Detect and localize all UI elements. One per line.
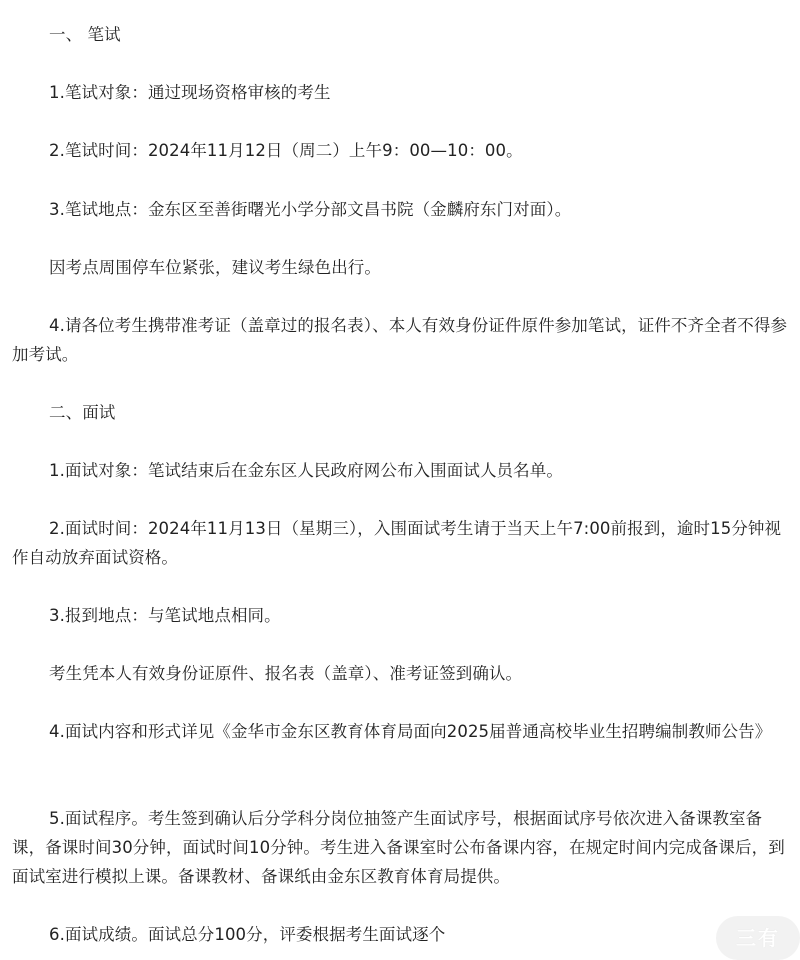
interview-checkin-documents: 考生凭本人有效身份证原件、报名表（盖章）、准考证签到确认。 bbox=[49, 664, 523, 683]
interview-time: 2.面试时间：2024年11月13日（星期三），入围面试考生请于当天上午7:00前报到，逾时15分钟视作自动放弃面试资格。 bbox=[12, 519, 782, 567]
interview-score: 6.面试成绩。面试总分100分，评委根据考生面试逐个 bbox=[49, 925, 446, 944]
written-exam-time: 2.笔试时间：2024年11月12日（周二）上午9：00—10：00。 bbox=[49, 141, 523, 160]
interview-content-format: 4.面试内容和形式详见《金华市金东区教育体育局面向2025届普通高校毕业生招聘编制教师公告》 bbox=[49, 722, 772, 741]
written-exam-documents: 4.请各位考生携带准考证（盖章过的报名表）、本人有效身份证件原件参加笔试，证件不齐全者不得参加考试。 bbox=[12, 316, 788, 364]
parking-notice: 因考点周围停车位紧张，建议考生绿色出行。 bbox=[49, 258, 381, 277]
interview-checkin-location: 3.报到地点：与笔试地点相同。 bbox=[49, 606, 281, 625]
section-heading-written-exam: 一、 笔试 bbox=[49, 25, 121, 44]
section-heading-interview: 二、面试 bbox=[49, 403, 116, 422]
interview-target: 1.面试对象：笔试结束后在金东区人民政府网公布入围面试人员名单。 bbox=[49, 461, 563, 480]
written-exam-location: 3.笔试地点：金东区至善街曙光小学分部文昌书院（金麟府东门对面）。 bbox=[49, 200, 572, 219]
interview-procedure: 5.面试程序。考生签到确认后分学科分岗位抽签产生面试序号，根据面试序号依次进入备课教室备课，备课时间30分钟，面试时间10分钟。考生进入备课室时公布备课内容，在规定时间内完成备课后，到面试室进行模拟上课。备课教材、备课纸由金东区教育体育局提供。 bbox=[12, 809, 785, 886]
written-exam-target: 1.笔试对象：通过现场资格审核的考生 bbox=[49, 83, 331, 102]
watermark-logo: 三有 bbox=[716, 916, 800, 960]
